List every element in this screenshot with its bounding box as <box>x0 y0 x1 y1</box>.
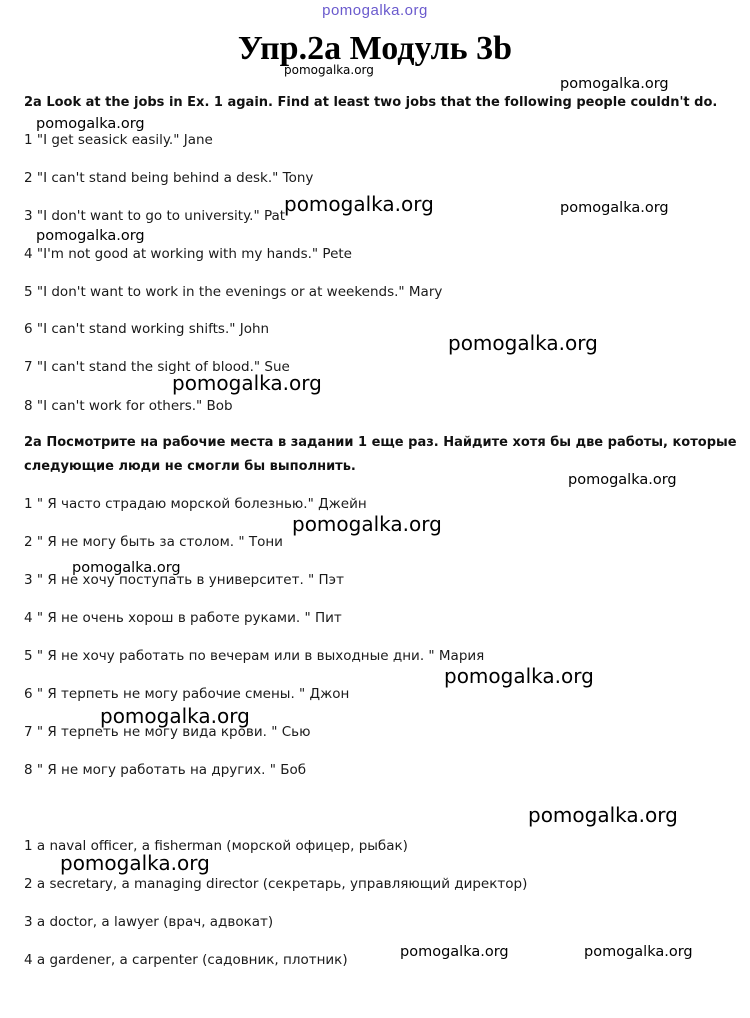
russian-item-5: 5 " Я не хочу работать по вечерам или в выходные дни. " Мария <box>24 648 485 664</box>
english-item-5: 5 "I don't want to work in the evenings or at weekends." Mary <box>24 284 443 300</box>
english-item-1: 1 "I get seasick easily." Jane <box>24 132 213 148</box>
english-item-8: 8 "I can't work for others." Bob <box>24 398 233 414</box>
answer-4: 4 a gardener, a carpenter (садовник, плотник) <box>24 952 348 968</box>
watermark: pomogalka.org <box>568 472 677 488</box>
russian-heading-line1: 2a Посмотрите на рабочие места в задании 1 еще раз. Найдите хотя бы две работы, которые <box>24 435 737 450</box>
russian-item-6: 6 " Я терпеть не могу рабочие смены. " Джон <box>24 686 350 702</box>
watermark: pomogalka.org <box>560 76 669 92</box>
russian-item-8: 8 " Я не могу работать на других. " Боб <box>24 762 307 778</box>
english-item-3: 3 "I don't want to go to university." Pat <box>24 208 286 224</box>
watermark: pomogalka.org <box>292 512 442 536</box>
site-watermark-top: pomogalka.org <box>322 2 428 19</box>
english-item-6: 6 "I can't stand working shifts." John <box>24 321 270 337</box>
watermark: pomogalka.org <box>36 228 145 244</box>
watermark: pomogalka.org <box>100 704 250 728</box>
answer-1: 1 a naval officer, a fisherman (морской офицер, рыбак) <box>24 838 408 854</box>
watermark: pomogalka.org <box>560 200 669 216</box>
answer-2: 2 a secretary, a managing director (секретарь, управляющий директор) <box>24 876 528 892</box>
english-heading: 2a Look at the jobs in Ex. 1 again. Find at least two jobs that the following people couldn't do. <box>24 95 718 110</box>
english-item-7: 7 "I can't stand the sight of blood." Sue <box>24 359 290 375</box>
watermark: pomogalka.org <box>172 371 322 395</box>
watermark: pomogalka.org <box>36 116 145 132</box>
watermark: pomogalka.org <box>584 944 693 960</box>
watermark: pomogalka.org <box>400 944 509 960</box>
russian-item-3: 3 " Я не хочу поступать в университет. " Пэт <box>24 572 344 588</box>
russian-item-4: 4 " Я не очень хорош в работе руками. " Пит <box>24 610 342 626</box>
page-title: Упр.2a Модуль 3b <box>237 30 513 67</box>
watermark: pomogalka.org <box>60 851 210 875</box>
watermark: pomogalka.org <box>448 331 598 355</box>
watermark: pomogalka.org <box>284 63 374 77</box>
english-item-2: 2 "I can't stand being behind a desk." Tony <box>24 170 314 186</box>
watermark: pomogalka.org <box>284 192 434 216</box>
answer-3: 3 a doctor, a lawyer (врач, адвокат) <box>24 914 274 930</box>
russian-item-1: 1 " Я часто страдаю морской болезнью." Джейн <box>24 496 367 512</box>
watermark: pomogalka.org <box>72 560 181 576</box>
russian-item-7: 7 " Я терпеть не могу вида крови. " Сью <box>24 724 311 740</box>
russian-heading-line2: следующие люди не смогли бы выполнить. <box>24 459 356 474</box>
english-item-4: 4 "I'm not good at working with my hands." Pete <box>24 246 352 262</box>
russian-item-2: 2 " Я не могу быть за столом. " Тони <box>24 534 283 550</box>
watermark: pomogalka.org <box>528 803 678 827</box>
watermark: pomogalka.org <box>444 664 594 688</box>
